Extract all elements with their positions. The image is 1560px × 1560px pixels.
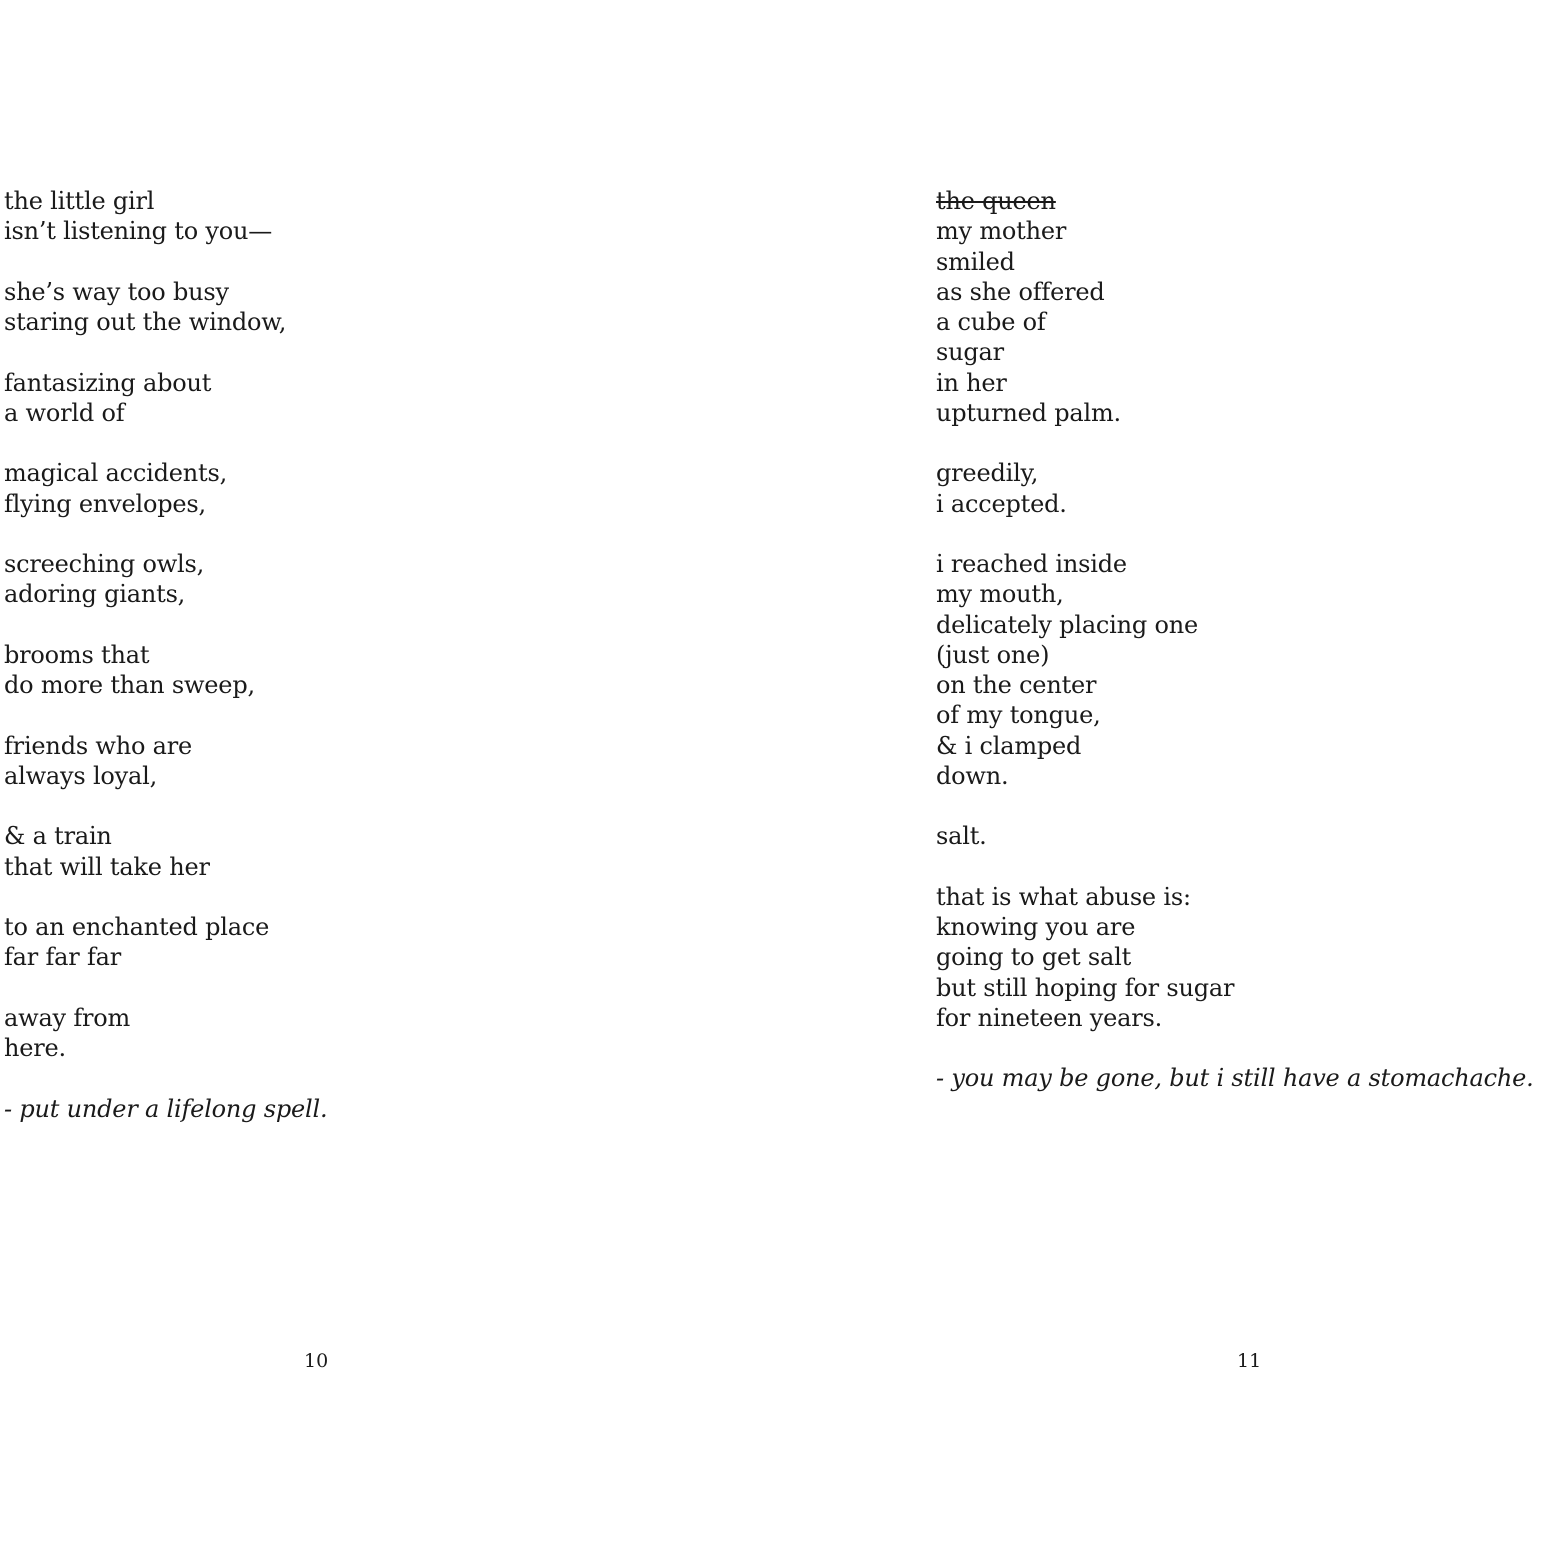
- poem-line: staring out the window,: [4, 308, 287, 336]
- poem-signoff: - put under a lifelong spell.: [4, 1094, 328, 1123]
- stanza-break: [4, 519, 327, 549]
- poem-line: always loyal,: [4, 761, 158, 790]
- poem-line: adoring giants,: [4, 580, 186, 609]
- poem-line: my mother: [936, 217, 1067, 246]
- poem-line: as she offered: [936, 277, 1105, 306]
- stanza-break: [936, 519, 1534, 549]
- poem-line: far far far: [4, 943, 122, 972]
- poem-line: that will take her: [4, 852, 210, 881]
- poem-line: (just one): [936, 640, 1050, 669]
- poem-line: my mouth,: [936, 580, 1064, 609]
- poem-line: here.: [4, 1034, 66, 1062]
- poem-line: delicately placing one: [936, 610, 1199, 639]
- poem-line: isn’t listening to you—: [4, 217, 273, 246]
- poem-line: i reached inside: [936, 550, 1127, 578]
- poem-line: a world of: [4, 398, 125, 427]
- poem-line: sugar: [936, 338, 1004, 367]
- stanza-break: [4, 610, 327, 640]
- right-page: [780, 0, 1560, 1560]
- stanza-break: [936, 428, 1534, 458]
- page-number: 10: [304, 1350, 329, 1372]
- poem-line: for nineteen years.: [936, 1003, 1163, 1032]
- poem-line: to an enchanted place: [4, 913, 270, 941]
- poem-line: screeching owls,: [4, 550, 205, 578]
- poem-line: down.: [936, 761, 1009, 790]
- poem-line: brooms that: [4, 640, 150, 669]
- stanza-break: [4, 791, 327, 821]
- poem-line: but still hoping for sugar: [936, 973, 1235, 1002]
- poem-line: on the center: [936, 671, 1097, 699]
- poem-line: smiled: [936, 247, 1015, 276]
- stanza-break: [4, 428, 327, 458]
- poem-line: of my tongue,: [936, 701, 1101, 730]
- poem-line: & a train: [4, 822, 112, 851]
- poem-line: going to get salt: [936, 943, 1132, 972]
- poem-line: knowing you are: [936, 913, 1136, 941]
- stanza-break: [936, 1033, 1534, 1063]
- poem-stomachache: [936, 186, 1534, 1094]
- poem-line: do more than sweep,: [4, 671, 255, 699]
- poem-line: flying envelopes,: [4, 489, 206, 518]
- poem-signoff: - you may be gone, but i still have a stomachache.: [936, 1064, 1534, 1093]
- poem-line: that is what abuse is:: [936, 882, 1191, 911]
- poem-line: away from: [4, 1003, 131, 1032]
- struck-through-line: the queen: [936, 187, 1056, 215]
- stanza-break: [4, 247, 327, 277]
- stanza-break: [4, 337, 327, 367]
- stanza-break: [4, 1063, 327, 1093]
- poem-line: a cube of: [936, 308, 1046, 336]
- stanza-break: [936, 852, 1534, 882]
- stanza-break: [4, 882, 327, 912]
- poem-put-under-a-lifelong-spell: [4, 186, 327, 1124]
- poem-line: fantasizing about: [4, 368, 212, 397]
- poem-line: the little girl: [4, 187, 155, 215]
- poem-line: magical accidents,: [4, 459, 228, 488]
- poem-line: salt.: [936, 822, 987, 851]
- poem-line: she’s way too busy: [4, 277, 229, 306]
- poem-line: greedily,: [936, 459, 1039, 488]
- poem-line: in her: [936, 368, 1007, 397]
- stanza-break: [936, 791, 1534, 821]
- page-number: 11: [1237, 1350, 1262, 1372]
- poem-line: friends who are: [4, 731, 193, 760]
- stanza-break: [4, 973, 327, 1003]
- stanza-break: [4, 700, 327, 730]
- poem-line: upturned palm.: [936, 398, 1121, 427]
- poem-line: i accepted.: [936, 489, 1067, 518]
- poem-line: & i clamped: [936, 731, 1082, 760]
